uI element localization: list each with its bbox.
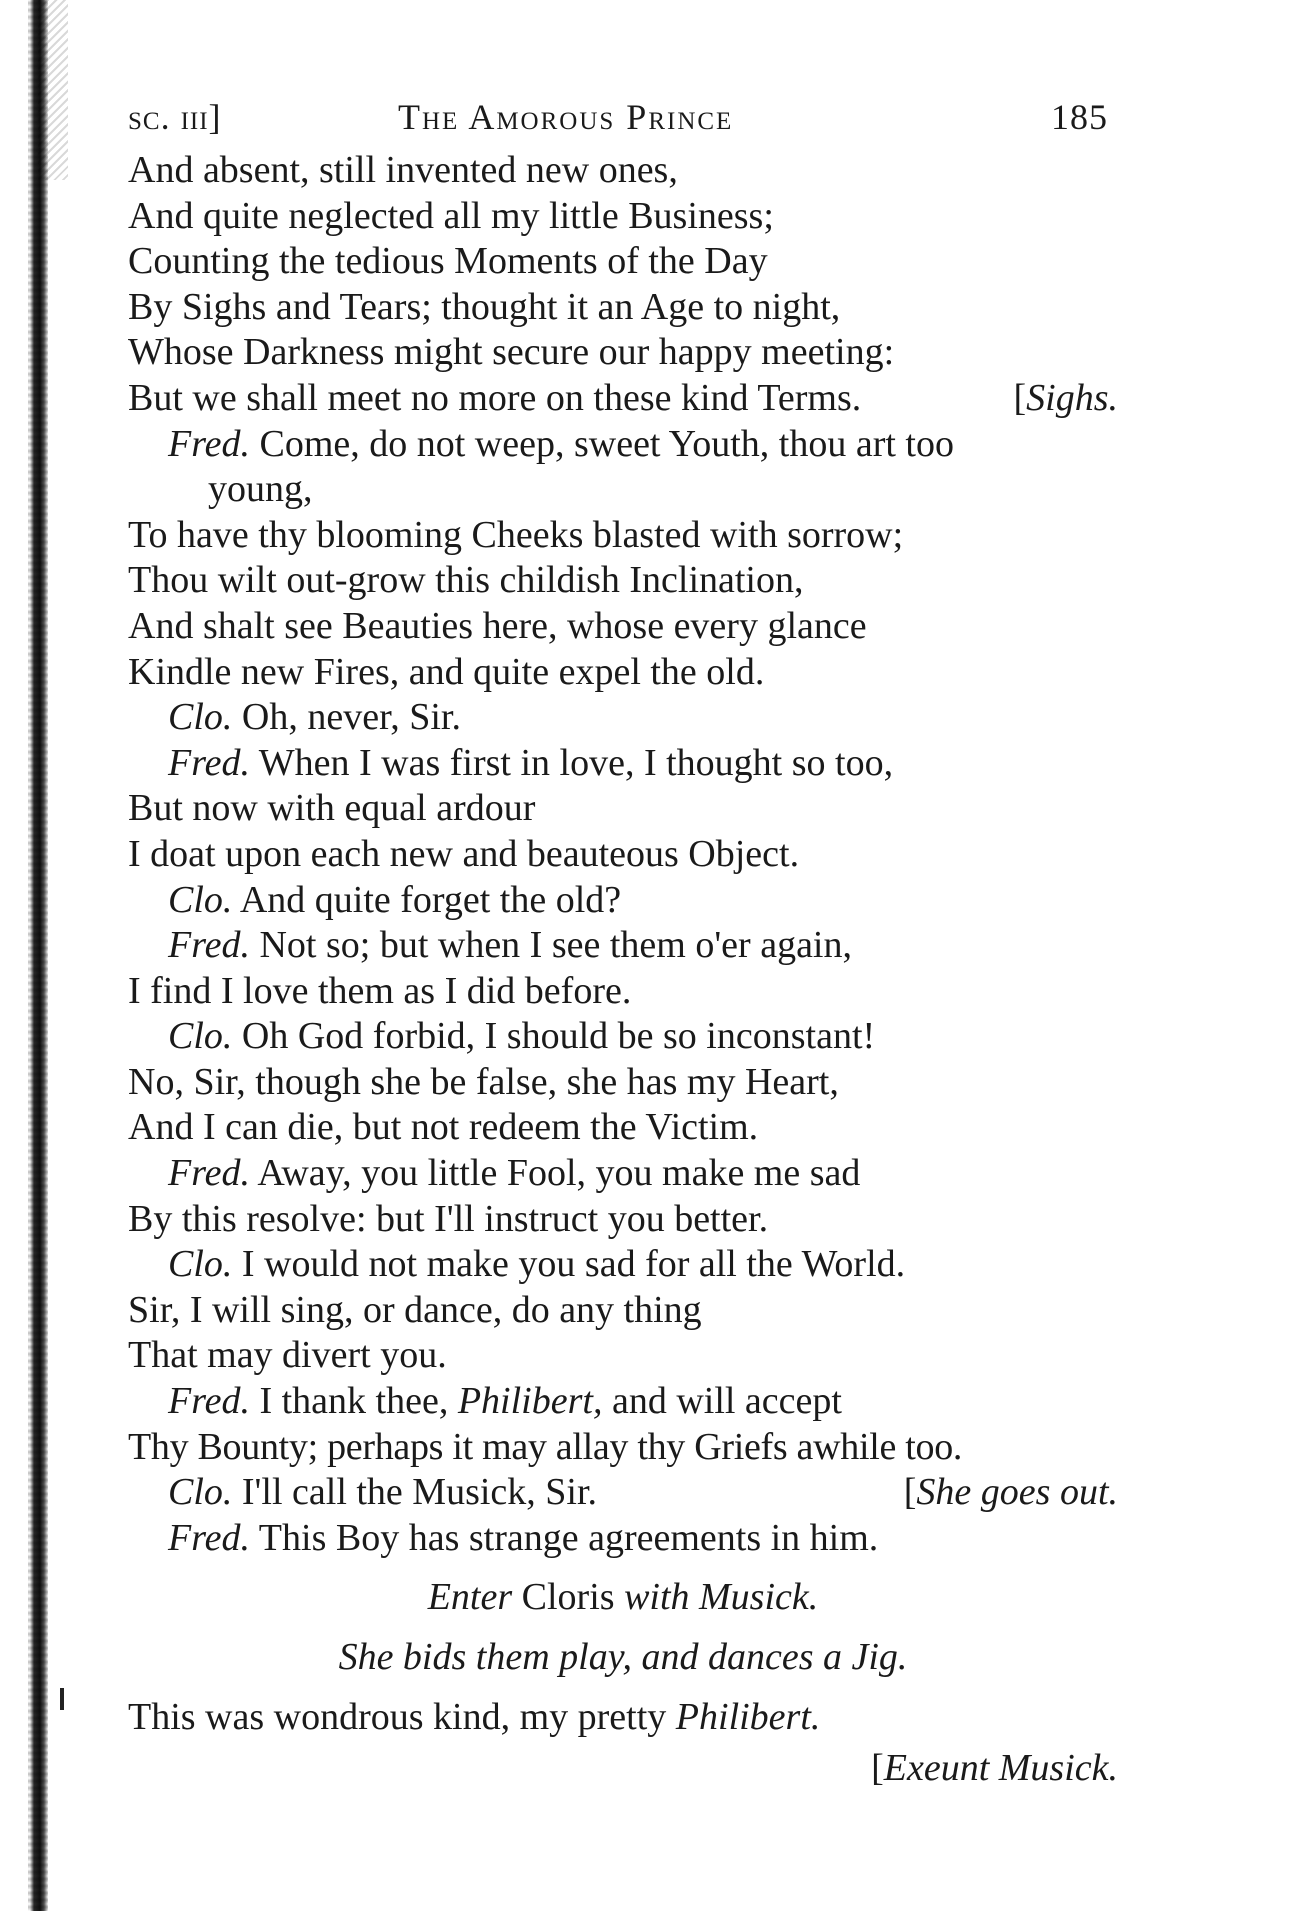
speaker-name: Fred. [168,924,250,967]
verse-line: And I can die, but not redeem the Victim. [128,1106,759,1149]
stage-direction-dance: She bids them play, and dances a Jig. [338,1636,908,1678]
verse-line: Thou wilt out-grow this childish Inclination, [128,559,804,602]
speaker-name: Fred. [168,1516,250,1559]
verse-line: But we shall meet no more on these kind Terms. [Sighs. [128,376,1118,422]
speech-line: Clo. I'll call the Musick, Sir. [She goes out. [128,1470,1118,1516]
character-name: Philibert, [457,1380,603,1423]
stage-direction: [Exeunt Musick. [871,1747,1118,1790]
verse-line: And quite neglected all my little Business; [128,194,774,237]
speech-line: Fred. Not so; but when I see them o'er again, [168,924,852,967]
verse-line: And absent, still invented new ones, [128,149,678,191]
verse-line: Thy Bounty; perhaps it may allay thy Griefs awhile too. [128,1425,963,1468]
play-text [128,148,1118,1792]
verse-line: To have thy blooming Cheeks blasted with sorrow; [128,513,904,556]
page-number: 185 [1051,97,1108,137]
verse-line: Counting the tedious Moments of the Day [128,240,768,283]
speech-line: Fred. When I was first in love, I thought so too, [168,741,894,784]
speaker-name: Clo. [168,878,233,921]
page-header [128,96,1108,144]
speech-line: Clo. Oh, never, Sir. [168,696,461,739]
speaker-name: Fred. [168,1380,250,1423]
character-name: Philibert. [675,1695,821,1738]
stage-direction-enter: Enter Cloris with Musick. [427,1576,819,1619]
verse-line: No, Sir, though she be false, she has my Heart, [128,1060,839,1103]
verse-line: Kindle new Fires, and quite expel the old. [128,650,765,693]
verse-line: I find I love them as I did before. [128,969,632,1012]
speaker-name: Fred. [168,1152,250,1195]
speaker-name: Clo. [168,1471,233,1514]
speaker-name: Clo. [168,1015,233,1058]
stage-direction: [She goes out. [903,1471,1118,1514]
final-line: This was wondrous kind, my pretty Philibert. [128,1695,821,1738]
speech-line: Fred. Come, do not weep, sweet Youth, thou art too [168,422,954,465]
speech-line: Clo. I would not make you sad for all the World. [168,1243,906,1286]
stage-direction: [Sighs. [1013,376,1118,419]
speech-line: Clo. And quite forget the old? [168,878,622,921]
character-name: Cloris [521,1576,615,1619]
verse-line: I doat upon each new and beauteous Object. [128,832,800,875]
speaker-name: Fred. [168,422,250,465]
spine-shadow [28,0,48,1911]
speaker-name: Fred. [168,741,250,784]
spine-speckle [38,0,68,180]
margin-mark [60,1688,64,1710]
exit-direction-line [128,1746,1118,1792]
verse-line: Sir, I will sing, or dance, do any thing [128,1288,702,1331]
verse-line: But now with equal ardour [128,787,536,830]
speaker-name: Clo. [168,1243,233,1286]
verse-line: By Sighs and Tears; thought it an Age to night, [128,285,841,328]
speech-line: Fred. This Boy has strange agreements in him. [168,1516,879,1559]
speech-line: Clo. Oh God forbid, I should be so inconstant! [168,1015,876,1058]
verse-line: And shalt see Beauties here, whose every glance [128,604,867,647]
speech-line: Fred. I thank thee, Philibert, and will accept [168,1380,842,1423]
verse-line: By this resolve: but I'll instruct you better. [128,1197,769,1240]
speaker-name: Clo. [168,696,233,739]
running-title: The Amorous Prince [398,97,734,137]
verse-line: That may divert you. [128,1334,447,1377]
verse-line: young, [208,468,313,511]
speech-line: Fred. Away, you little Fool, you make me sad [168,1152,861,1195]
verse-line: Whose Darkness might secure our happy meeting: [128,331,895,374]
scene-label: sc. iii] [128,97,222,137]
